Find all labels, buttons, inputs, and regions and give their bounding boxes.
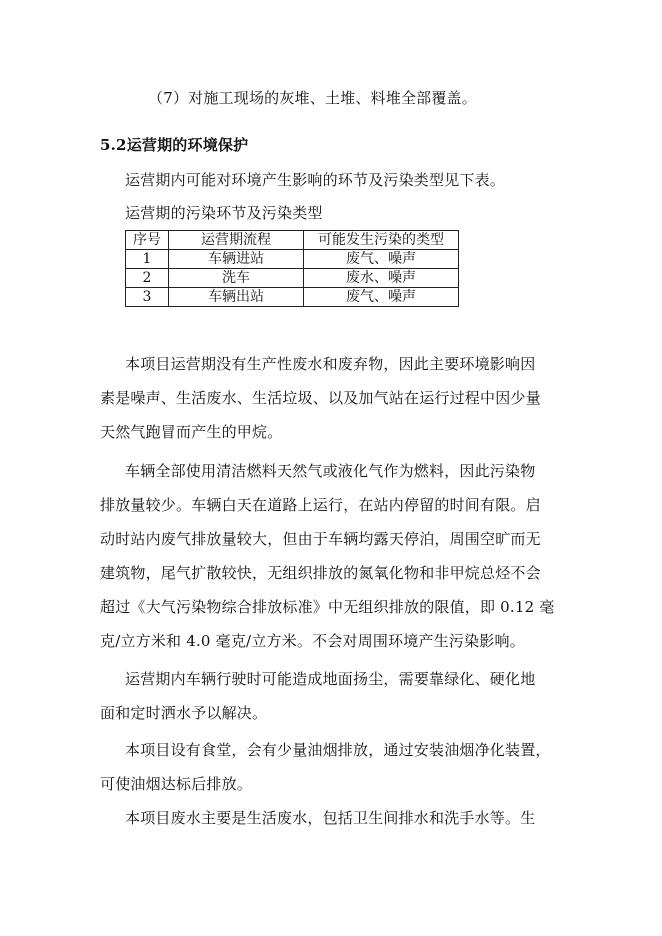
para2-line: 动时站内废气排放量较大，但由于车辆均露天停泊，周围空旷而无 [100,530,541,548]
para1-line: 天然气跑冒而产生的甲烷。 [100,423,283,441]
intro-item: （7）对施工现场的灰堆、土堆、料堆全部覆盖。 [148,89,477,107]
para3-line: 运营期内车辆行驶时可能造成地面扬尘，需要靠绿化、硬化地 [125,670,536,688]
table-cell: 车辆出站 [169,288,304,307]
table-cell: 车辆进站 [169,250,304,269]
table-row [126,250,459,269]
para1-line: 素是噪声、生活废水、生活垃圾、以及加气站在运行过程中因少量 [100,389,541,407]
header-pollution-type: 可能发生污染的类型 [304,231,459,250]
para2-line: 车辆全部使用清洁燃料天然气或液化气作为燃料，因此污染物 [125,462,536,480]
table-header-row [126,231,459,250]
para2-line: 建筑物，尾气扩散较快，无组织排放的氮氧化物和非甲烷总烃不会 [100,564,541,582]
table-row [126,269,459,288]
table-cell: 废气、噪声 [304,250,459,269]
para3-line: 面和定时洒水予以解决。 [100,704,268,722]
header-process: 运营期流程 [169,231,304,250]
para5-line: 本项目废水主要是生活废水，包括卫生间排水和洗手水等。生 [125,809,536,827]
table-caption: 运营期的污染环节及污染类型 [125,204,323,222]
para2-line: 排放量较少。车辆白天在道路上运行，在站内停留的时间有限。启 [100,496,541,514]
table-cell: 废水、噪声 [304,269,459,288]
pollution-table [125,230,459,307]
lead-sentence: 运营期内可能对环境产生影响的环节及污染类型见下表。 [125,171,506,189]
table-cell: 废气、噪声 [304,288,459,307]
para2-line: 超过《大气污染物综合排放标准》中无组织排放的限值，即 0.12 毫 [100,598,555,616]
table-cell: 2 [126,269,169,288]
header-index: 序号 [126,231,169,250]
section-heading: 5.2运营期的环境保护 [100,136,249,154]
para2-line: 克/立方米和 4.0 毫克/立方米。不会对周围环境产生污染影响。 [100,632,525,650]
para1-line: 本项目运营期没有生产性废水和废弃物，因此主要环境影响因 [125,355,536,373]
table-cell: 3 [126,288,169,307]
table-cell: 1 [126,250,169,269]
table-row [126,288,459,307]
table-cell: 洗车 [169,269,304,288]
para4-line: 本项目设有食堂，会有少量油烟排放，通过安装油烟净化装置， [125,741,551,759]
para4-line: 可使油烟达标后排放。 [100,775,253,793]
